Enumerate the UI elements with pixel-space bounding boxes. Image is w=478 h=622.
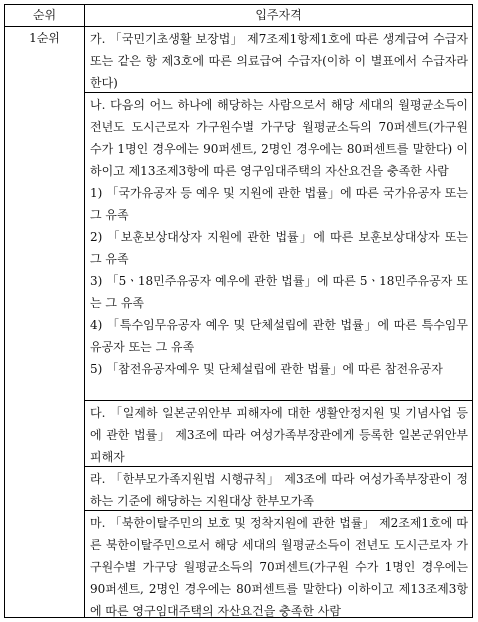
section-na-item-4: 4) 「특수임무유공자 예우 및 단체설립에 관한 법률」에 따른 특수임무유공자 또는 그 유족 [90,318,468,354]
eligibility-table [4,4,473,618]
section-ma-text: 마. 「북한이탈주민의 보호 및 정착지원에 관한 법률」 제2조제1호에 따른 북한이탈주민으로서 해당 세대의 월평균소득이 전년도 도시근로자 가구원수별 가구당 월평균소득의 70퍼센트(가구원 수가 1명인 경우에는 90퍼센트, 2명인 경우에는 80퍼센트를 말한다) 이하이고 제13조제3항에 따른 영구임대주택의 자산요건을 충족한 사람 [90,516,468,618]
section-da [85,401,472,467]
section-da-text: 다. 「일제하 일본군위안부 피해자에 대한 생활안정지원 및 기념사업 등에 관한 법률」 제3조에 따라 여성가족부장관에게 등록한 일본군위안부 피해자 [90,406,468,464]
section-ga-text: 가. 「국민기초생활 보장법」 제7조제1항제1호에 따른 생계급여 수급자 또는 같은 항 제3호에 따른 의료급여 수급자(이하 이 별표에서 수급자라 한다) [90,32,468,90]
section-ga [85,27,472,93]
section-na [85,93,472,401]
header-qualification: 입주자격 [255,8,302,22]
section-na-item-2: 2) 「보훈보상대상자 지원에 관한 법률」에 따른 보훈보상대상자 또는 그 유족 [90,230,468,266]
section-na-item-1: 1) 「국가유공자 등 예우 및 지원에 관한 법률」에 따른 국가유공자 또는 그 유족 [90,186,468,222]
section-ma [85,511,472,618]
table-header-row [5,5,472,27]
section-ra [85,467,472,511]
section-ra-text: 라. 「한부모가족지원법 시행규칙」 제3조에 따라 여성가족부장관이 정하는 기준에 해당하는 지원대상 한부모가족 [90,472,468,508]
header-rank: 순위 [5,5,85,26]
section-na-item-5: 5) 「참전유공자예우 및 단체설립에 관한 법률」에 따른 참전유공자 [90,362,443,376]
section-na-item-3: 3) 「5ㆍ18민주유공자 예우에 관한 법률」에 따른 5ㆍ18민주유공자 또는 그 유족 [90,274,468,310]
rank-cell: 1순위 [5,27,85,617]
section-na-intro: 나. 다음의 어느 하나에 해당하는 사람으로서 해당 세대의 월평균소득이 전년도 도시근로자 가구원수별 가구당 월평균소득의 70퍼센트(가구원 수가 1명인 경우에는 90퍼센트, 2명인 경우에는 80퍼센트를 말한다) 이하이고 제13조제3항에 따른 영구임대주택의 자산요건을 충족한 사람 [90,98,468,178]
